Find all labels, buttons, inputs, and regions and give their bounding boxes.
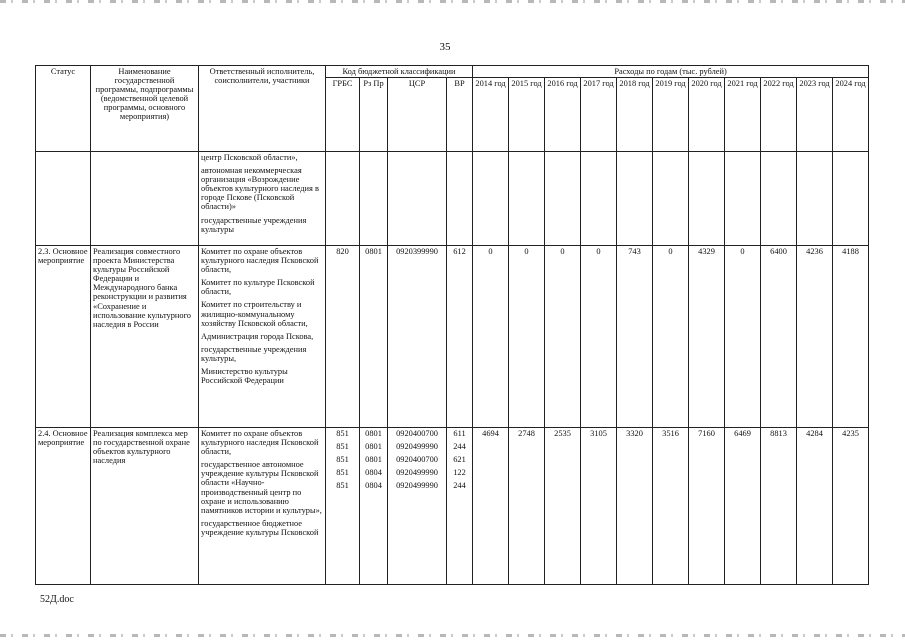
status-cell [36,152,91,246]
rzpr-cell [360,428,388,585]
status-cell: 2.3. Основное мероприятие [36,246,91,428]
name-cell [91,152,199,246]
year-cell: 7160 [689,428,725,585]
header-year: 2015 год [509,78,545,152]
header-status: Статус [36,66,91,152]
year-cell: 743 [617,246,653,428]
csr-cell [388,152,447,246]
header-year: 2021 год [725,78,761,152]
responsible-entry: Комитет по охране объектов культурного наследия Псковской области, [201,247,319,275]
responsible-entry: государственные учреждения культуры [201,215,307,234]
vr-cell: 612 [447,246,473,428]
year-cell [761,152,797,246]
header-year: 2014 год [473,78,509,152]
header-year: 2016 год [545,78,581,152]
responsible-entry: Комитет по охране объектов культурного наследия Псковской области, [201,429,319,457]
table-row [36,428,869,585]
rzpr-value: 0801 [365,442,382,452]
vr-cell [447,428,473,585]
year-cell: 0 [473,246,509,428]
header-year: 2023 год [797,78,833,152]
header-vr: ВР [447,78,473,152]
table-row [36,152,869,246]
header-budget-code: Код бюджетной классификации [326,66,473,78]
year-cell: 3105 [581,428,617,585]
rzpr-cell [360,152,388,246]
year-cell: 4284 [797,428,833,585]
year-cell [725,152,761,246]
scan-edge-bottom [0,634,905,637]
year-cell: 0 [545,246,581,428]
year-cell: 4188 [833,246,869,428]
responsible-cell [199,152,326,246]
header-responsible: Ответственный исполнитель, соисполнители, участники [199,66,326,152]
header-year: 2024 год [833,78,869,152]
header-name: Наименование государственной программы, подпрограммы (ведомственной целевой программы, основного мероприятия) [91,66,199,152]
grbs-cell [326,428,360,585]
year-cell [509,152,545,246]
responsible-cell [199,428,326,585]
header-csr: ЦСР [388,78,447,152]
year-cell [581,152,617,246]
year-cell: 2748 [509,428,545,585]
grbs-value: 851 [336,442,349,452]
csr-value: 0920499990 [396,468,438,478]
year-cell [797,152,833,246]
responsible-entry: государственное бюджетное учреждение культуры Псковской [201,518,319,537]
header-year: 2019 год [653,78,689,152]
csr-value: 0920499990 [396,442,438,452]
year-cell: 4329 [689,246,725,428]
year-cell: 0 [509,246,545,428]
budget-table [35,65,869,585]
rzpr-value: 0801 [365,455,382,465]
table-row [36,246,869,428]
grbs-cell [326,152,360,246]
csr-cell: 0920399990 [388,246,447,428]
page-number: 35 [439,41,451,53]
name-cell: Реализация совместного проекта Министерства культуры Российской Федерации и Международного банка реконструкции и развития «Сохранение и использование культурного наследия в России [91,246,199,428]
responsible-entry: центр Псковской области», [201,153,298,163]
year-cell [617,152,653,246]
responsible-cell [199,246,326,428]
header-rzpr: Рз Пр [360,78,388,152]
grbs-cell: 820 [326,246,360,428]
vr-cell [447,152,473,246]
year-cell [689,152,725,246]
year-cell: 4235 [833,428,869,585]
header-year: 2020 год [689,78,725,152]
rzpr-value: 0801 [365,429,382,439]
responsible-entry: государственное автономное учреждение культуры Псковской области «Научно-производственный центр по охране и использованию памятников истории и культуры», [201,460,322,515]
responsible-entry: Комитет по культуре Псковской области, [201,278,315,297]
vr-value: 611 [453,429,466,439]
year-cell: 3516 [653,428,689,585]
year-cell: 0 [725,246,761,428]
year-cell: 6400 [761,246,797,428]
year-cell: 8813 [761,428,797,585]
csr-cell [388,428,447,585]
status-cell: 2.4. Основное мероприятие [36,428,91,585]
responsible-entry: государственные учреждения культуры, [201,344,307,363]
year-cell [653,152,689,246]
csr-value: 0920499990 [396,481,438,491]
csr-value: 0920400700 [396,429,438,439]
document-filename: 52Д.doc [40,594,74,605]
responsible-entry: Комитет по строительству и жилищно-коммунальному хозяйству Псковской области, [201,300,308,328]
year-cell [473,152,509,246]
grbs-value: 851 [336,429,349,439]
header-year: 2022 год [761,78,797,152]
vr-value: 244 [453,442,466,452]
responsible-entry: Администрация города Пскова, [201,331,314,341]
rzpr-value: 0804 [365,468,382,478]
rzpr-value: 0804 [365,481,382,491]
year-cell: 2535 [545,428,581,585]
vr-value: 122 [453,468,466,478]
grbs-value: 851 [336,468,349,478]
header-expenses: Расходы по годам (тыс. рублей) [473,66,869,78]
rzpr-cell: 0801 [360,246,388,428]
responsible-entry: Министерство культуры Российской Федерации [201,366,288,386]
responsible-entry: автономная некоммерческая организация «Возрождение объектов культурного наследия в городе Пскове (Псковской области)» [201,166,319,212]
year-cell [833,152,869,246]
year-cell: 0 [653,246,689,428]
year-cell [545,152,581,246]
name-cell: Реализация комплекса мер по государственной охране объектов культурного наследия [91,428,199,585]
header-year: 2017 год [581,78,617,152]
grbs-value: 851 [336,481,349,491]
csr-value: 0920400700 [396,455,438,465]
header-grbs: ГРБС [326,78,360,152]
vr-value: 244 [453,481,466,491]
year-cell: 3320 [617,428,653,585]
vr-value: 621 [453,455,466,465]
year-cell: 4694 [473,428,509,585]
year-cell: 6469 [725,428,761,585]
header-year: 2018 год [617,78,653,152]
scan-edge-top [0,0,905,3]
grbs-value: 851 [336,455,349,465]
year-cell: 4236 [797,246,833,428]
year-cell: 0 [581,246,617,428]
